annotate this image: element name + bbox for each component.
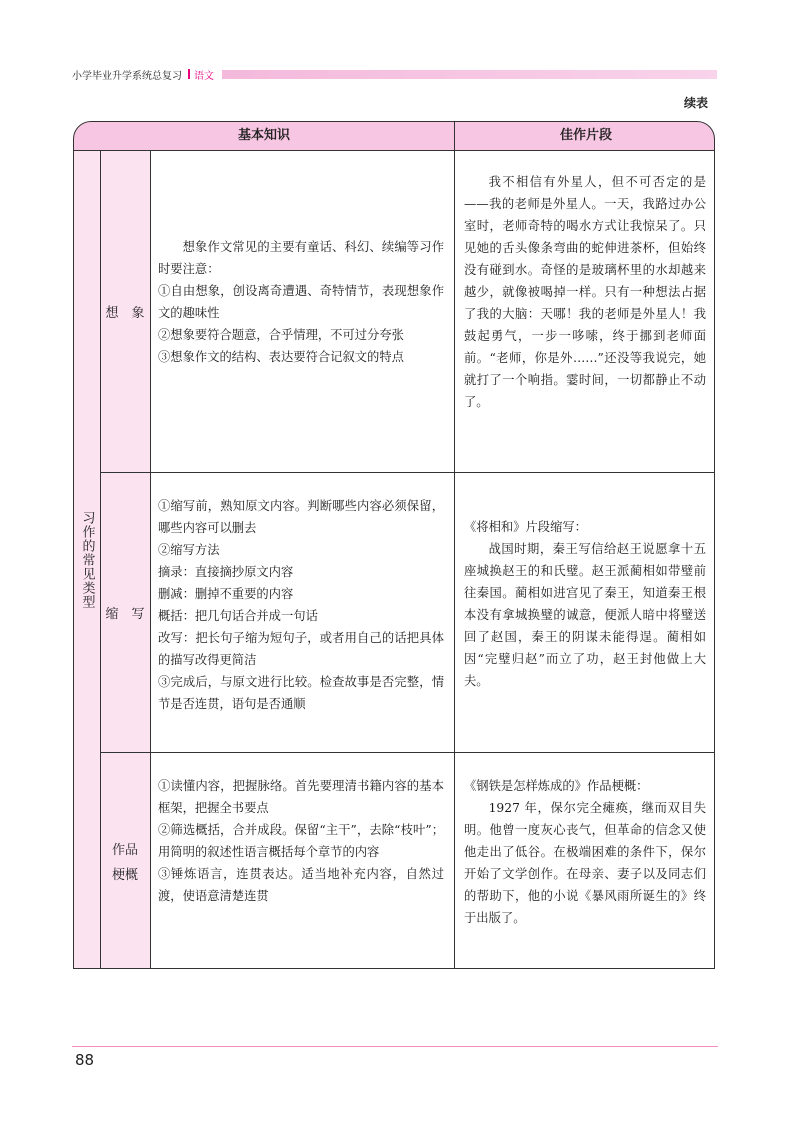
- divider: [454, 151, 455, 968]
- subject-label: 语文: [194, 70, 214, 82]
- knowledge-text: ③完成后，与原文进行比较。检查故事是否完整，情节是否连贯，语句是否通顺: [158, 675, 444, 711]
- knowledge-text: ②想象要符合题意，合乎情理，不可过分夸张: [158, 328, 404, 342]
- row-divider: [100, 472, 715, 473]
- excerpt-cell: [464, 775, 706, 929]
- knowledge-text: ①缩写前，熟知原文内容。判断哪些内容必须保留，哪些内容可以删去: [158, 499, 444, 535]
- excerpt-text: 战国时期，秦王写信给赵王说愿拿十五座城换赵王的和氏璧。赵王派蔺相如带璧前往秦国。蔺相如进宫见了秦王，知道秦王根本没有拿城换璧的诚意，便派人暗中将璧送回了赵国，秦王的阴谋未能得逞。蔺相如因“完璧归赵”而立了功，赵王封他做上大夫。: [464, 542, 706, 688]
- knowledge-text: 概括：把几句话合并成一句话: [158, 609, 318, 623]
- page-number: 88: [75, 1051, 95, 1069]
- divider: [150, 151, 151, 968]
- knowledge-text: ②筛选概括，合并成段。保留“主干”，去除“枝叶”；用简明的叙述性语言概括每个章节的内容: [158, 823, 444, 859]
- running-header: [72, 67, 717, 81]
- row-divider: [100, 752, 715, 753]
- knowledge-cell: [158, 495, 444, 715]
- footer-rule: [72, 1046, 718, 1047]
- excerpt-cell: [464, 516, 706, 692]
- header-separator: [188, 69, 190, 79]
- writing-types-table: [73, 121, 715, 969]
- column-header-excerpt: 佳作片段: [454, 122, 717, 150]
- knowledge-text: 想象作文常见的主要有童话、科幻、续编等习作时要注意：: [158, 240, 444, 276]
- knowledge-text: ②缩写方法: [158, 543, 220, 557]
- knowledge-cell: [158, 775, 444, 907]
- knowledge-text: ③锤炼语言，连贯表达。适当地补充内容，自然过渡，使语意清楚连贯: [158, 867, 444, 903]
- excerpt-text: 1927 年，保尔完全瘫痪，继而双目失明。他曾一度灰心丧气，但革命的信念又使他走出了低谷。在极端困难的条件下，保尔开始了文学创作。在母亲、妻子以及同志们的帮助下，他的小说《暴风雨所诞生的》终于出版了。: [464, 801, 706, 925]
- knowledge-cell: [158, 236, 444, 368]
- knowledge-text: 摘录：直接摘抄原文内容: [158, 565, 294, 579]
- book-title: 小学毕业升学系统总复习: [72, 70, 182, 82]
- category-label: 习作的常见类型: [79, 511, 95, 609]
- row-label-line: 作品: [111, 843, 138, 858]
- excerpt-text: 我不相信有外星人，但不可否定的是——我的老师是外星人。一天，我路过办公室时，老师奇特的喝水方式让我惊呆了。只见她的舌头像条弯曲的蛇伸进茶杯，但始终没有碰到水。奇怪的是玻璃杯里的水却越来越少，就像被喝掉一样。只有一种想法占据了我的大脑：天哪！我的老师是外星人！我鼓起勇气，一步一哆嗦，终于挪到老师面前。“老师，你是外……”还没等我说完，她就打了一个响指。霎时间，一切都静止不动了。: [464, 175, 706, 409]
- table-body: [73, 151, 715, 969]
- row-label-imagination: 想 象: [105, 306, 145, 321]
- knowledge-text: ③想象作文的结构、表达要符合记叙文的特点: [158, 350, 404, 364]
- knowledge-text: 改写：把长句子缩为短句子，或者用自己的话把具体的描写改得更简洁: [158, 631, 444, 667]
- column-header-knowledge: 基本知识: [237, 128, 290, 143]
- knowledge-text: ①读懂内容，把握脉络。首先要理清书籍内容的基本框架，把握全书要点: [158, 779, 444, 815]
- knowledge-text: 删减：删掉不重要的内容: [158, 587, 294, 601]
- knowledge-text: ①自由想象，创设离奇遭遇、奇特情节，表现想象作文的趣味性: [158, 284, 444, 320]
- row-label-synopsis: [100, 753, 150, 969]
- excerpt-cell: [464, 171, 706, 413]
- excerpt-text: 《将相和》片段缩写：: [464, 520, 587, 534]
- continued-table-label: 续表: [684, 96, 709, 110]
- row-label-line: 梗概: [111, 868, 138, 883]
- row-label-condensing: 缩 写: [105, 607, 145, 622]
- header-decor-bar: [222, 70, 717, 79]
- table-header-row: [73, 121, 715, 151]
- excerpt-text: 《钢铁是怎样炼成的》作品梗概：: [464, 779, 649, 793]
